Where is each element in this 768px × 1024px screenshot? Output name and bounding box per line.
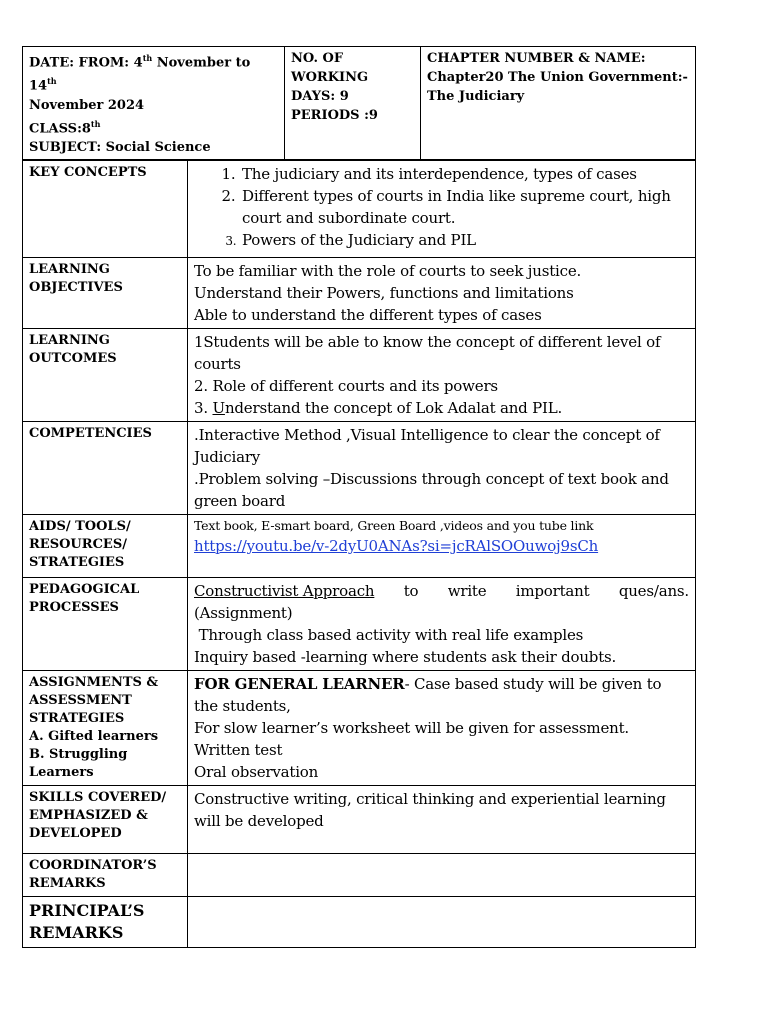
objective-line: To be familiar with the role of courts to seek justice. <box>194 261 582 280</box>
outcome-line: 3. Understand the concept of Lok Adalat and PIL. <box>194 398 563 417</box>
lesson-plan-sheet <box>22 46 695 948</box>
struggling-label: B. Struggling Learners <box>29 746 128 780</box>
aids-content <box>188 514 696 577</box>
row-skills <box>23 785 696 853</box>
key-concepts-label: KEY CONCEPTS <box>23 160 188 257</box>
principal-remarks <box>188 896 696 947</box>
working-days-cell <box>285 47 421 160</box>
assignment-line: FOR GENERAL LEARNER- Case based study will be given to the students, <box>194 674 662 715</box>
learning-outcomes-label: LEARNING OUTCOMES <box>23 328 188 421</box>
outcome-line: 2. Role of different courts and its powers <box>194 376 498 395</box>
list-item: 2. Different types of courts in India like supreme court, high court and subordinate court. <box>240 185 689 229</box>
assignments-label: ASSIGNMENTS & ASSESSMENT STRATEGIES A. Gifted learners B. Struggling Learners <box>23 670 188 785</box>
row-learning-objectives <box>23 257 696 328</box>
learning-objectives-content <box>188 257 696 328</box>
assignment-line: Oral observation <box>194 762 319 781</box>
periods-value: PERIODS :9 <box>291 108 378 123</box>
chapter-label: CHAPTER NUMBER & NAME: <box>427 51 646 66</box>
chapter-name: Chapter20 The Union Government:- The Judiciary <box>427 70 688 104</box>
principal-label: PRINCIPAL’S REMARKS <box>23 896 188 947</box>
list-item: 1. The judiciary and its interdependence, types of cases <box>240 163 689 185</box>
plan-table <box>22 160 696 948</box>
learning-outcomes-content <box>188 328 696 421</box>
row-assignments <box>23 670 696 785</box>
objective-line: Understand their Powers, functions and limitations <box>194 283 574 302</box>
class-value: CLASS:8th <box>29 118 101 136</box>
assignment-line: Written test <box>194 740 283 759</box>
gifted-label: A. Gifted learners <box>29 728 159 744</box>
row-competencies <box>23 421 696 514</box>
key-concepts-list <box>194 163 689 251</box>
pedagogical-line: Through class based activity with real life examples <box>194 625 584 644</box>
competencies-label: COMPETENCIES <box>23 421 188 514</box>
coordinator-label: COORDINATOR’S REMARKS <box>23 853 188 896</box>
header-table <box>22 46 696 160</box>
working-days-value: DAYS: 9 <box>291 89 349 104</box>
aids-text: Text book, E-smart board, Green Board ,videos and you tube link <box>194 517 594 533</box>
working-days-label: NO. OF <box>291 51 344 66</box>
pedagogical-content <box>188 577 696 670</box>
list-item: 3. Powers of the Judiciary and PIL <box>240 229 689 251</box>
outcome-line: 1Students will be able to know the concept of different level of courts <box>194 332 661 373</box>
row-coordinator <box>23 853 696 896</box>
date-range: DATE: FROM: 4th November to 14th <box>29 53 251 94</box>
row-key-concepts <box>23 160 696 257</box>
working-days-label-2: WORKING <box>291 70 369 85</box>
row-learning-outcomes <box>23 328 696 421</box>
pedagogical-line: Inquiry based -learning where students ask their doubts. <box>194 647 617 666</box>
youtube-link[interactable]: https://youtu.be/v-2dyU0ANAs?si=jcRAlSOOuwoj9sCh <box>194 536 599 555</box>
objective-line: Able to understand the different types of cases <box>194 305 542 324</box>
row-principal <box>23 896 696 947</box>
coordinator-remarks <box>188 853 696 896</box>
date-class-cell <box>23 47 285 160</box>
subject-value: SUBJECT: Social Science <box>29 139 211 155</box>
assignments-content <box>188 670 696 785</box>
pedagogical-line: Constructivist Approach to write important ques/ans. <box>194 581 689 600</box>
row-pedagogical <box>23 577 696 670</box>
aids-label: AIDS/ TOOLS/ RESOURCES/ STRATEGIES <box>23 514 188 577</box>
date-year: November 2024 <box>29 97 145 113</box>
pedagogical-line: (Assignment) <box>194 603 293 622</box>
skills-content: Constructive writing, critical thinking and experiential learning will be developed <box>188 785 696 853</box>
key-concepts-content <box>188 160 696 257</box>
chapter-cell <box>421 47 696 160</box>
learning-objectives-label: LEARNING OBJECTIVES <box>23 257 188 328</box>
row-aids <box>23 514 696 577</box>
competencies-content <box>188 421 696 514</box>
assignment-line: For slow learner’s worksheet will be given for assessment. <box>194 718 629 737</box>
competency-line: .Problem solving –Discussions through concept of text book and green board <box>194 469 669 510</box>
pedagogical-label: PEDAGOGICAL PROCESSES <box>23 577 188 670</box>
skills-label: SKILLS COVERED/ EMPHASIZED & DEVELOPED <box>23 785 188 853</box>
competency-line: .Interactive Method ,Visual Intelligence to clear the concept of Judiciary <box>194 425 660 466</box>
